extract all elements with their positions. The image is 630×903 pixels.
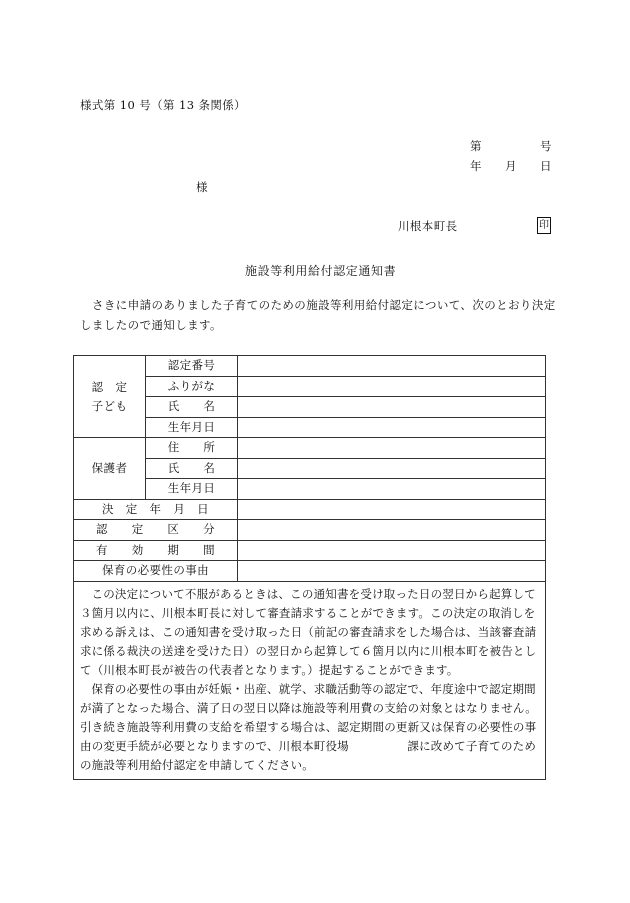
table-row	[74, 581, 546, 779]
child-group-label: 認 定	[91, 379, 128, 394]
table-row	[74, 499, 546, 520]
decision-date-field[interactable]	[238, 499, 546, 520]
seal-mark: 印	[537, 217, 551, 234]
validity-label: 有 効 期 間	[74, 540, 238, 561]
child-group-cell	[74, 356, 146, 438]
notice-cell	[74, 581, 546, 779]
date-day: 日	[540, 159, 552, 173]
row-label: 住 所	[146, 438, 238, 459]
certification-table	[73, 355, 546, 780]
row-label: 生年月日	[146, 479, 238, 500]
guardian-birthdate-field[interactable]	[238, 479, 546, 500]
addressee-suffix: 様	[196, 180, 208, 194]
table-row	[74, 438, 546, 459]
row-label: 生年月日	[146, 417, 238, 438]
row-label: ふりがな	[146, 376, 238, 397]
issuer: 川根本町長	[398, 219, 458, 233]
notice-paragraph-1: この決定について不服があるときは、この通知書を受け取った日の翌日から起算して３箇月以内に、川根本町長に対して審査請求することができます。この決定の取消しを求める訴えは、この通知書を受け取った日（前記の審査請求をした場合は、当該審査請求に係る裁決の送達を受けた日）の翌日から起算して６箇月以内に川根本町を被告として（川根本町長が被告の代表者となります。）提起することができます。	[80, 586, 537, 677]
form-number: 様式第 10 号（第 13 条関係）	[80, 98, 247, 112]
guardian-name-field[interactable]	[238, 458, 546, 479]
category-label: 認 定 区 分	[74, 520, 238, 541]
table-row	[74, 520, 546, 541]
child-group-label-2: 子ども	[91, 398, 128, 413]
intro-line-1: さきに申請のありました子育てのための施設等利用給付認定について、次のとおり決定	[92, 298, 556, 312]
necessity-field[interactable]	[238, 561, 546, 582]
decision-date-label: 決 定 年 月 日	[74, 499, 238, 520]
necessity-label: 保育の必要性の事由	[74, 561, 238, 582]
date-year: 年	[470, 159, 482, 173]
child-birthdate-field[interactable]	[238, 417, 546, 438]
document-title: 施設等利用給付認定通知書	[245, 264, 397, 278]
intro-line-2: しましたので通知します。	[80, 318, 222, 332]
child-name-field[interactable]	[238, 397, 546, 418]
table-row	[74, 356, 546, 377]
number-suffix: 号	[540, 139, 552, 153]
date-month: 月	[505, 159, 517, 173]
child-furigana-field[interactable]	[238, 376, 546, 397]
table-row	[74, 540, 546, 561]
row-label: 認定番号	[146, 356, 238, 377]
certification-number-field[interactable]	[238, 356, 546, 377]
number-prefix: 第	[470, 139, 482, 153]
category-field[interactable]	[238, 520, 546, 541]
guardian-group-label: 保護者	[74, 438, 146, 500]
validity-field[interactable]	[238, 540, 546, 561]
row-label: 氏 名	[146, 458, 238, 479]
notice-paragraph-2: 保育の必要性の事由が妊娠・出産、就学、求職活動等の認定で、年度途中で認定期間が満了となった場合、満了日の翌日以降は施設等利用費の支給の対象とはなりません。引き続き施設等利用費の支給を希望する場合は、認定期間の更新又は保育の必要性の事由の変更手続が必要となりますので、川根本町役場 課に改めて子育てのための施設等利用給付認定を申請してください。	[80, 681, 537, 772]
guardian-address-field[interactable]	[238, 438, 546, 459]
row-label: 氏 名	[146, 397, 238, 418]
table-row	[74, 561, 546, 582]
